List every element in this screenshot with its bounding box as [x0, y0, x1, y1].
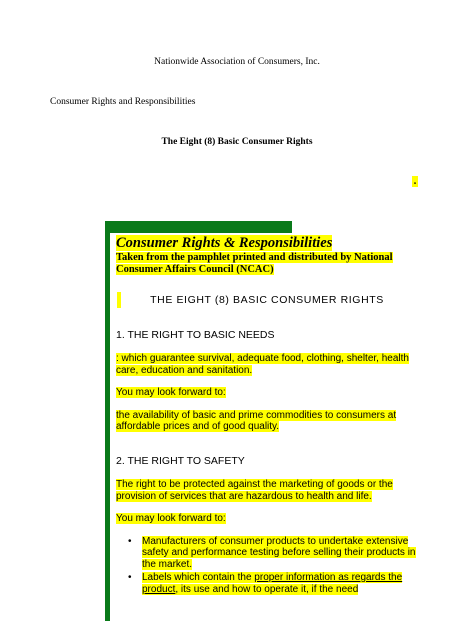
pamphlet-source: Taken from the pamphlet printed and distributed by National Consumer Affairs Council (NCAC) [116, 252, 393, 275]
bullet-icon: • [128, 572, 132, 583]
bullet-icon: • [128, 535, 132, 547]
section-2-heading: 2. THE RIGHT TO SAFETY [116, 454, 245, 467]
highlighted-marker: . [413, 176, 417, 187]
underlined-text: proper information as regards the product [142, 572, 403, 595]
section-1-description: : which guarantee survival, adequate food, clothing, shelter, health care, education and sanitation. [116, 353, 409, 376]
document-heading: The Eight (8) Basic Consumer Rights [161, 137, 313, 147]
section-1-look-forward: You may look forward to: [116, 387, 226, 398]
section-2-bullets [116, 536, 418, 596]
section-2-look-forward: You may look forward to: [116, 513, 226, 524]
section-1-heading: 1. THE RIGHT TO BASIC NEEDS [116, 328, 275, 341]
caps-heading-row [116, 295, 418, 307]
caps-heading: THE EIGHT (8) BASIC CONSUMER RIGHTS [150, 294, 384, 306]
organization-name: Nationwide Association of Consumers, Inc. [154, 57, 320, 67]
green-left-bar [105, 221, 110, 621]
document-subject: Consumer Rights and Responsibilities [50, 97, 196, 107]
section-1-benefit: the availability of basic and prime commodities to consumers at affordable prices and of good quality. [116, 409, 397, 432]
pamphlet-title: Consumer Rights & Responsibilities [116, 235, 333, 251]
highlight-caret [117, 292, 121, 308]
pamphlet-content [116, 235, 418, 597]
section-2-description: The right to be protected against the marketing of goods or the provision of services that are hazardous to health and life. [116, 479, 393, 502]
pamphlet-box [105, 221, 425, 621]
green-top-bar [105, 221, 292, 233]
list-item: • Manufacturers of consumer products to undertake extensive safety and performance testing before selling their products in the market. [128, 535, 416, 570]
list-item: • Labels which contain the proper information as regards the product, its use and how to operate it, if the need [128, 572, 403, 595]
